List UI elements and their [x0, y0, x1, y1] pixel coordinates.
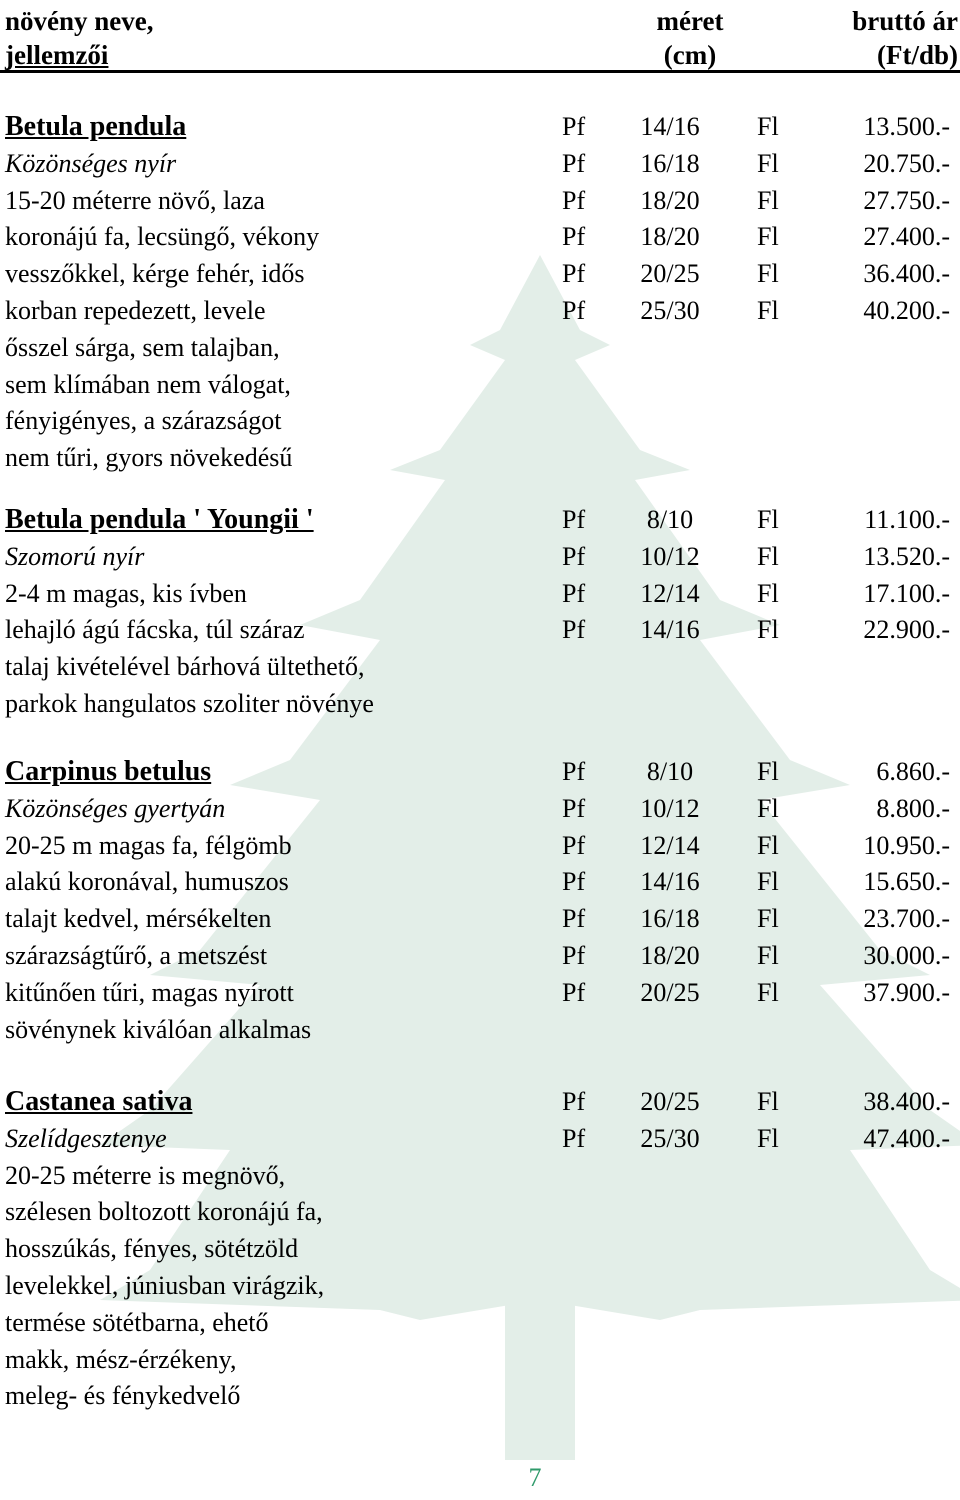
table-row — [0, 792, 960, 826]
form-type: Fl — [757, 541, 779, 571]
plant-description: levelekkel, júniusban virágzik, — [5, 1271, 325, 1300]
price-value: 38.400.- — [863, 1087, 950, 1116]
price-value: 11.100.- — [864, 505, 950, 534]
pot-type: Pf — [562, 112, 586, 141]
plant-description: sövénynek kiválóan alkalmas — [5, 1014, 312, 1044]
size-value: 10/12 — [640, 793, 700, 823]
price-value: 8.800.- — [876, 793, 950, 823]
size-value: 16/18 — [640, 148, 700, 178]
price-value: 30.000.- — [863, 941, 950, 970]
pot-type: Pf — [562, 148, 586, 178]
pot-type: Pf — [562, 830, 586, 860]
size-value: 14/16 — [640, 867, 700, 897]
plant-description: korban repedezett, levele — [5, 296, 266, 325]
price-value: 37.900.- — [863, 977, 950, 1007]
header-size — [620, 4, 760, 72]
price-value: 47.400.- — [863, 1123, 950, 1153]
price-value: 13.500.- — [863, 112, 950, 141]
price-value: 20.750.- — [863, 148, 950, 178]
table-row — [0, 1343, 960, 1377]
plant-common-name: Közönséges gyertyán — [5, 793, 226, 823]
size-value: 8/10 — [646, 757, 694, 786]
table-row — [0, 220, 960, 254]
table-row — [0, 331, 960, 365]
size-value: 18/20 — [640, 941, 700, 970]
table-header — [0, 0, 960, 73]
form-type: Fl — [757, 185, 779, 215]
size-value: 10/12 — [640, 541, 700, 571]
table-row — [0, 755, 960, 789]
pot-type: Pf — [562, 1123, 586, 1153]
table-row — [0, 902, 960, 936]
plant-description: vesszőkkel, kérge fehér, idős — [5, 259, 305, 289]
form-type: Fl — [757, 793, 779, 823]
price-value: 10.950.- — [863, 830, 950, 860]
header-size-line2: (cm) — [663, 40, 717, 70]
table-row — [0, 404, 960, 438]
plant-latin-name: Castanea sativa — [5, 1086, 193, 1117]
size-value: 25/30 — [640, 296, 700, 325]
plant-description: koronájú fa, lecsüngő, vékony — [5, 222, 320, 252]
pot-type: Pf — [562, 615, 586, 645]
size-value: 14/16 — [640, 112, 700, 141]
table-row — [0, 613, 960, 647]
plant-description: sem klímában nem válogat, — [5, 369, 291, 399]
size-value: 12/14 — [640, 830, 700, 860]
table-row — [0, 1306, 960, 1340]
pot-type: Pf — [562, 793, 586, 823]
pot-type: Pf — [562, 941, 586, 970]
plant-description: lehajló ágú fácska, túl száraz — [5, 615, 305, 645]
table-row — [0, 577, 960, 611]
table-row — [0, 1195, 960, 1229]
plant-description: talajt kedvel, mérsékelten — [5, 904, 272, 934]
pot-type: Pf — [562, 222, 586, 252]
form-type: Fl — [757, 941, 779, 970]
form-type: Fl — [757, 1087, 779, 1116]
table-row — [0, 147, 960, 181]
header-plant-name — [5, 4, 154, 72]
plant-description: parkok hangulatos szoliter növénye — [5, 689, 374, 718]
plant-common-name: Szomorú nyír — [5, 541, 145, 571]
form-type: Fl — [757, 1123, 779, 1153]
form-type: Fl — [757, 615, 779, 645]
table-row — [0, 503, 960, 537]
size-value: 20/25 — [640, 259, 700, 289]
pot-type: Pf — [562, 867, 586, 897]
form-type: Fl — [757, 296, 779, 325]
table-row — [0, 939, 960, 973]
price-value: 17.100.- — [863, 578, 950, 608]
table-row — [0, 1159, 960, 1193]
table-row — [0, 184, 960, 218]
header-price — [780, 4, 958, 72]
table-row — [0, 976, 960, 1010]
table-row — [0, 865, 960, 899]
plant-description: makk, mész-érzékeny, — [5, 1344, 237, 1374]
form-type: Fl — [757, 148, 779, 178]
size-value: 12/14 — [640, 578, 700, 608]
form-type: Fl — [757, 222, 779, 252]
plant-description: 15-20 méterre növő, laza — [5, 185, 265, 215]
pot-type: Pf — [562, 977, 586, 1007]
size-value: 25/30 — [640, 1123, 700, 1153]
price-value: 27.400.- — [863, 222, 950, 252]
size-value: 8/10 — [646, 505, 694, 534]
price-value: 15.650.- — [863, 867, 950, 897]
plant-description: alakú koronával, humuszos — [5, 867, 289, 897]
plant-description: 2-4 m magas, kis ívben — [5, 578, 247, 608]
plant-description: 20-25 m magas fa, félgömb — [5, 830, 292, 860]
header-price-line1: bruttó ár — [852, 6, 958, 36]
plant-latin-name: Betula pendula — [5, 111, 187, 142]
pot-type: Pf — [562, 757, 586, 786]
form-type: Fl — [757, 505, 779, 534]
table-row — [0, 1269, 960, 1303]
header-price-line2: (Ft/db) — [877, 40, 958, 70]
header-plant-name-line1: növény neve, — [5, 6, 154, 36]
form-type: Fl — [757, 977, 779, 1007]
plant-description: ősszel sárga, sem talajban, — [5, 332, 280, 362]
price-value: 36.400.- — [863, 259, 950, 289]
plant-description: fényigényes, a szárazságot — [5, 406, 282, 436]
table-row — [0, 1013, 960, 1047]
form-type: Fl — [757, 867, 779, 897]
plant-description: szárazságtűrő, a metszést — [5, 941, 268, 970]
size-value: 20/25 — [640, 977, 700, 1007]
pot-type: Pf — [562, 505, 586, 534]
plant-description: kitűnően tűri, magas nyírott — [5, 977, 294, 1007]
price-value: 22.900.- — [863, 615, 950, 645]
table-row — [0, 1379, 960, 1413]
form-type: Fl — [757, 757, 779, 786]
form-type: Fl — [757, 578, 779, 608]
pot-type: Pf — [562, 185, 586, 215]
size-value: 18/20 — [640, 222, 700, 252]
size-value: 20/25 — [640, 1087, 700, 1116]
plant-description: talaj kivételével bárhová ültethető, — [5, 652, 365, 682]
plant-description: hosszúkás, fényes, sötétzöld — [5, 1234, 299, 1264]
plant-description: meleg- és fénykedvelő — [5, 1381, 241, 1411]
table-row — [0, 540, 960, 574]
plant-description: 20-25 méterre is megnövő, — [5, 1160, 286, 1190]
size-value: 18/20 — [640, 185, 700, 215]
form-type: Fl — [757, 904, 779, 934]
price-value: 27.750.- — [863, 185, 950, 215]
price-value: 13.520.- — [863, 541, 950, 571]
form-type: Fl — [757, 112, 779, 141]
pot-type: Pf — [562, 1087, 586, 1116]
plant-latin-name: Carpinus betulus — [5, 756, 212, 787]
plant-description: szélesen boltozott koronájú fa, — [5, 1197, 323, 1227]
header-plant-name-line2: jellemzői — [5, 40, 109, 70]
plant-latin-name: Betula pendula ' Youngii ' — [5, 504, 314, 535]
plant-common-name: Szelídgesztenye — [5, 1123, 167, 1153]
table-row — [0, 829, 960, 863]
size-value: 14/16 — [640, 615, 700, 645]
table-row — [0, 1122, 960, 1156]
table-row — [0, 368, 960, 402]
price-value: 23.700.- — [863, 904, 950, 934]
pot-type: Pf — [562, 578, 586, 608]
plant-description: nem tűri, gyors növekedésű — [5, 443, 293, 473]
header-size-line1: méret — [656, 6, 724, 36]
table-row — [0, 1232, 960, 1266]
table-row — [0, 441, 960, 475]
table-row — [0, 687, 960, 721]
pot-type: Pf — [562, 259, 586, 289]
form-type: Fl — [757, 259, 779, 289]
form-type: Fl — [757, 830, 779, 860]
table-row — [0, 650, 960, 684]
pot-type: Pf — [562, 296, 586, 325]
pot-type: Pf — [562, 541, 586, 571]
size-value: 16/18 — [640, 904, 700, 934]
table-row — [0, 1085, 960, 1119]
price-value: 6.860.- — [876, 757, 950, 786]
table-row — [0, 294, 960, 328]
plant-common-name: Közönséges nyír — [5, 148, 177, 178]
page-number: 7 — [528, 1463, 542, 1492]
plant-description: termése sötétbarna, ehető — [5, 1307, 269, 1337]
pot-type: Pf — [562, 904, 586, 934]
table-row — [0, 110, 960, 144]
table-row — [0, 257, 960, 291]
price-value: 40.200.- — [863, 296, 950, 325]
